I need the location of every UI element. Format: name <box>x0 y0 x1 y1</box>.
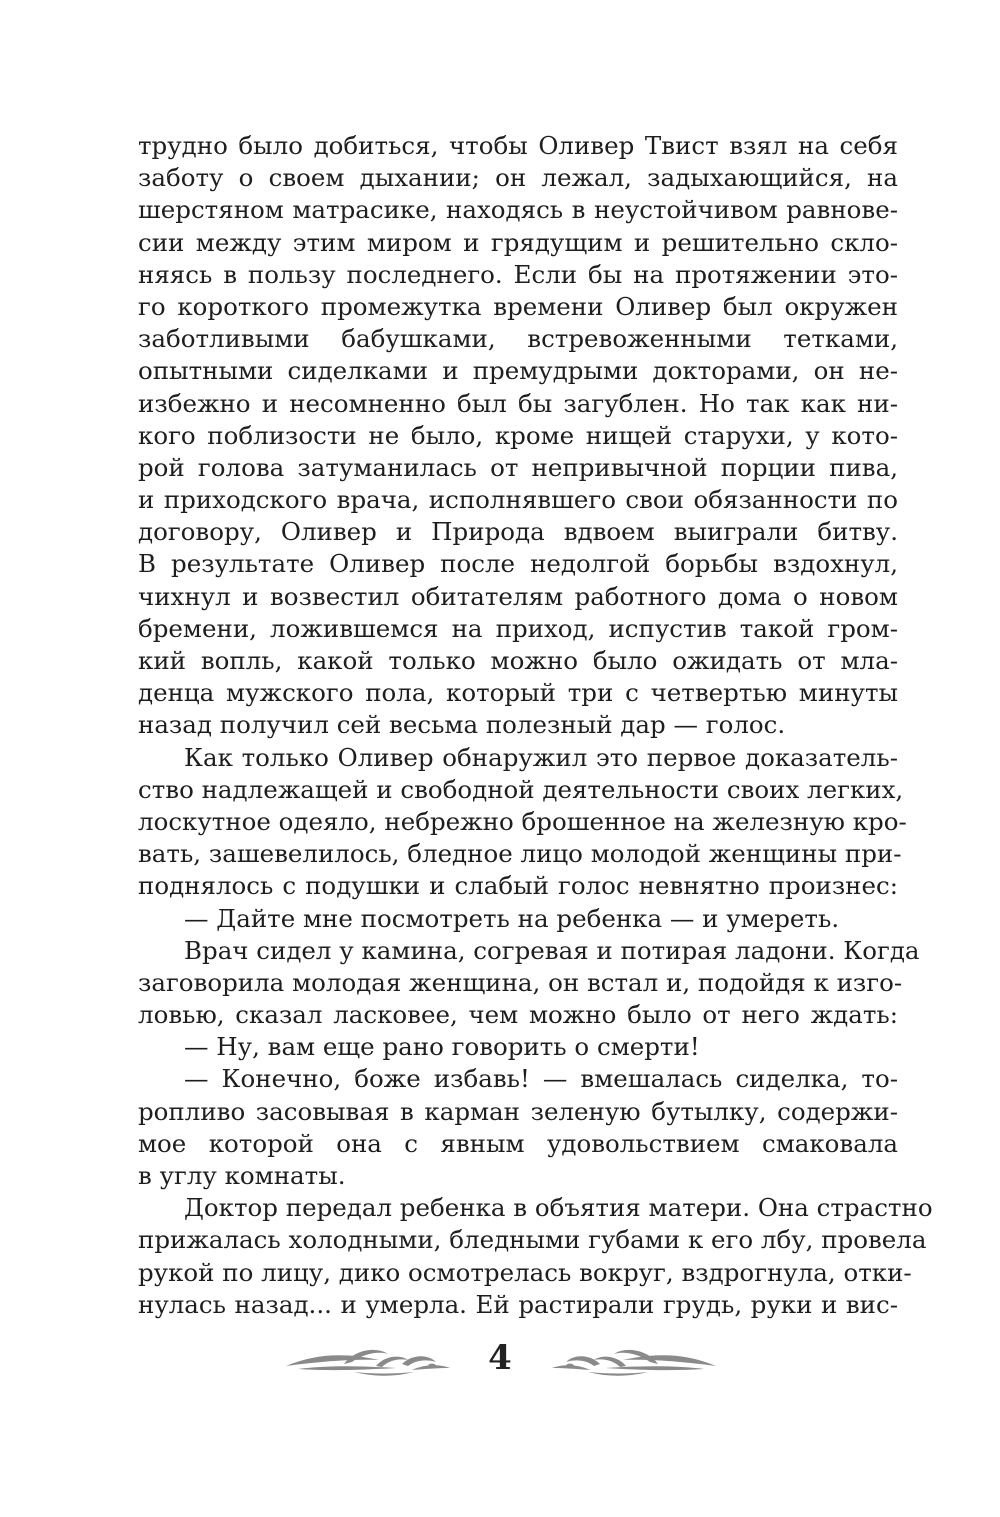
text-line: назад получил сей весьма полезный дар — голос. <box>138 710 786 740</box>
left-flourish-ornament-icon <box>284 1344 454 1378</box>
text-line: рой голова затуманилась от непривычной порции пива, <box>138 452 898 482</box>
text-line: вать, зашевелилось, бледное лицо молодой женщины при- <box>138 839 902 869</box>
text-line: В результате Оливер после недолгой борьбы вздохнул, <box>138 549 898 579</box>
text-line: бремени, ложившемся на приход, испустив такой гром- <box>138 613 898 643</box>
text-line: сии между этим миром и грядущим и решительно скло- <box>138 227 898 257</box>
text-line: в углу комнаты. <box>138 1161 346 1190</box>
text-line: ропливо засовывая в карман зеленую бутылку, содержи- <box>138 1096 898 1126</box>
text-line: ловью, сказал ласковее, чем можно было от него ждать: <box>138 1000 898 1030</box>
text-line: — Конечно, боже избавь! — вмешалась сиделка, то- <box>184 1064 898 1094</box>
text-line: трудно было добиться, чтобы Оливер Твист взял на себя <box>138 131 898 160</box>
text-line: Как только Оливер обнаружил это первое доказатель- <box>184 742 898 772</box>
text-line: Доктор передал ребенка в объятия матери. Она страстно <box>184 1193 933 1223</box>
text-line: — Ну, вам еще рано говорить о смерти! <box>184 1032 700 1062</box>
text-line: го короткого промежутка времени Оливер был окружен <box>138 291 898 321</box>
paragraph <box>138 130 898 742</box>
paragraph <box>138 742 907 903</box>
text-line: денца мужского пола, который три с четвертью минуты <box>138 678 898 708</box>
text-line: рукой по лицу, дико осмотрелась вокруг, вздрогнула, отки- <box>138 1257 912 1287</box>
text-line: лоскутное одеяло, небрежно брошенное на железную кро- <box>138 806 907 836</box>
text-line: ство надлежащей и свободной деятельности своих легких, <box>138 774 904 804</box>
text-line: няясь в пользу последнего. Если бы на протяжении это- <box>138 259 898 289</box>
text-line: чихнул и возвестил обитателям работного дома о новом <box>138 581 898 611</box>
page-footer <box>0 1336 1000 1384</box>
text-line: и приходского врача, исполнявшего свои обязанности по <box>138 485 898 515</box>
dialogue-line <box>138 903 898 935</box>
text-line: кого поблизости не было, кроме нищей старухи, у кото- <box>138 420 898 450</box>
text-line: договору, Оливер и Природа вдвоем выиграли битву. <box>138 517 898 547</box>
text-line: мое которой она с явным удовольствием смаковала <box>138 1128 898 1158</box>
text-line: заботливыми бабушками, встревоженными тетками, <box>138 324 898 354</box>
paragraph <box>138 1192 933 1321</box>
text-line: кий вопль, какой только можно было ожидать от мла- <box>138 646 898 675</box>
text-line: Врач сидел у камина, согревая и потирая ладони. Когда <box>184 935 920 965</box>
text-line: заботу о своем дыхании; он лежал, задыхающийся, на <box>138 163 898 193</box>
right-flourish-ornament-icon <box>548 1344 718 1378</box>
text-line: поднялось с подушки и слабый голос невнятно произнес: <box>138 871 898 901</box>
page-number: 4 <box>488 1338 512 1378</box>
text-line: нулась назад... и умерла. Ей растирали грудь, руки и вис- <box>138 1289 898 1319</box>
dialogue-line <box>138 1031 898 1063</box>
text-line: шерстяном матрасике, находясь в неустойчивом равнове- <box>138 195 898 225</box>
paragraph <box>138 1063 898 1192</box>
body-text <box>138 130 933 1321</box>
text-line: опытными сиделками и премудрыми докторами, он не- <box>138 356 898 386</box>
text-line: — Дайте мне посмотреть на ребенка — и умереть. <box>184 903 840 933</box>
text-line: избежно и несомненно был бы загублен. Но так как ни- <box>138 388 898 418</box>
paragraph <box>138 935 920 1032</box>
text-line: прижалась холодными, бледными губами к его лбу, провела <box>138 1225 927 1255</box>
text-line: заговорила молодая женщина, он встал и, подойдя к изго- <box>138 967 903 997</box>
